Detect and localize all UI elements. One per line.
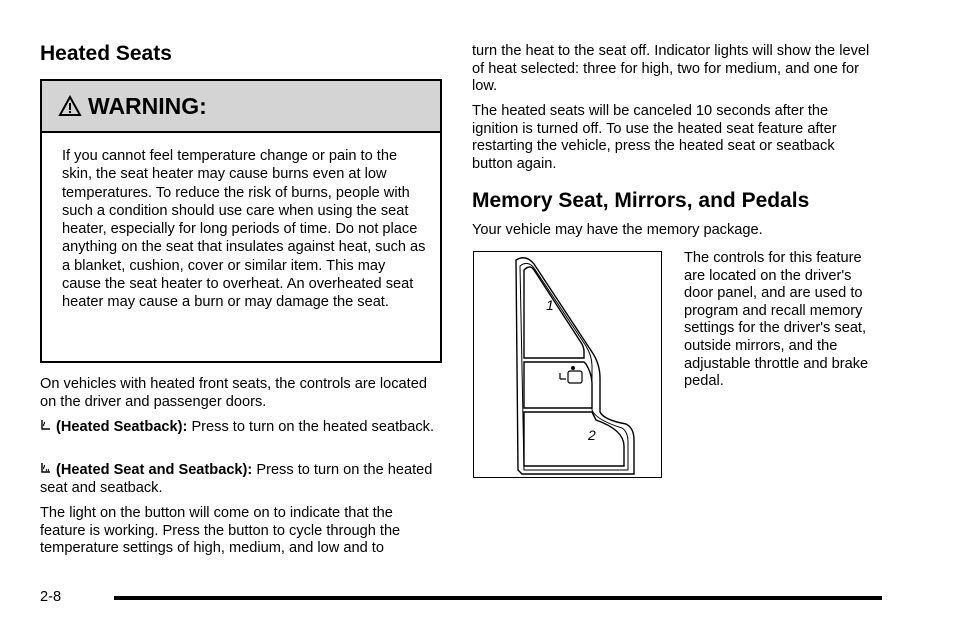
heated-seatback-icon xyxy=(40,419,52,433)
paragraph-controls-location: On vehicles with heated front seats, the controls are located on the driver and passenger doors. xyxy=(40,376,427,410)
paragraph-heated-seatback xyxy=(40,419,440,437)
memory-button-1-label: 1 xyxy=(546,297,554,313)
heated-seat-and-seatback-icon xyxy=(40,462,52,476)
paragraph-light-indicator: The light on the button will come on to indicate that the feature is working. Press the button to cycle through the temperature settings of high, medium, and low and to xyxy=(40,505,401,556)
paragraph-memory-package: Your vehicle may have the memory package. xyxy=(472,222,763,238)
warning-body: If you cannot feel temperature change or pain to the skin, the seat heater may cause burns even at low temperatures. To reduce the risk of burns, people with such a condition should use care when using the seat heater, especially for long periods of time. Do not place anything on the seat that insulates against heat, such as a blanket, cushion, cover or similar item. This may cause the seat heater to overheat. An overheated seat heater may cause a burn or may damage the seat. xyxy=(62,148,426,311)
heated-seat-seatback-label: (Heated Seat and Seatback): xyxy=(56,462,253,478)
section-heading-memory-seat: Memory Seat, Mirrors, and Pedals xyxy=(472,189,810,212)
footer-rule xyxy=(114,596,882,600)
warning-header xyxy=(42,81,440,133)
paragraph-cancel-timing: The heated seats will be canceled 10 seconds after the ignition is turned off. To use the heated seat feature after restarting the vehicle, press the heated seat or seatback button again. xyxy=(472,103,837,172)
warning-triangle-icon xyxy=(58,95,82,117)
heated-seatback-text: Press to turn on the heated seatback. xyxy=(191,419,435,435)
figure-caption: The controls for this feature are located on the driver's door panel, and are used to program and recall memory settings for the driver's seat, outside mirrors, and the adjustable throttle and brake pedal. xyxy=(684,250,869,390)
warning-title: WARNING: xyxy=(88,92,207,119)
heated-seat-seatback-text: Press to turn on the heated seat and seatback. xyxy=(40,462,433,496)
page-number: 2-8 xyxy=(40,589,62,605)
memory-button-2-label: 2 xyxy=(588,427,596,443)
memory-panel-illustration xyxy=(474,252,661,477)
paragraph-heated-seat-seatback xyxy=(40,462,440,497)
section-heading-heated-seats: Heated Seats xyxy=(40,42,172,65)
memory-buttons-figure xyxy=(473,251,662,478)
heated-seatback-label: (Heated Seatback): xyxy=(56,419,188,435)
warning-box xyxy=(40,79,442,363)
paragraph-heat-levels: turn the heat to the seat off. Indicator lights will show the level of heat selected: three for high, two for medium, and one for low. xyxy=(472,43,870,94)
